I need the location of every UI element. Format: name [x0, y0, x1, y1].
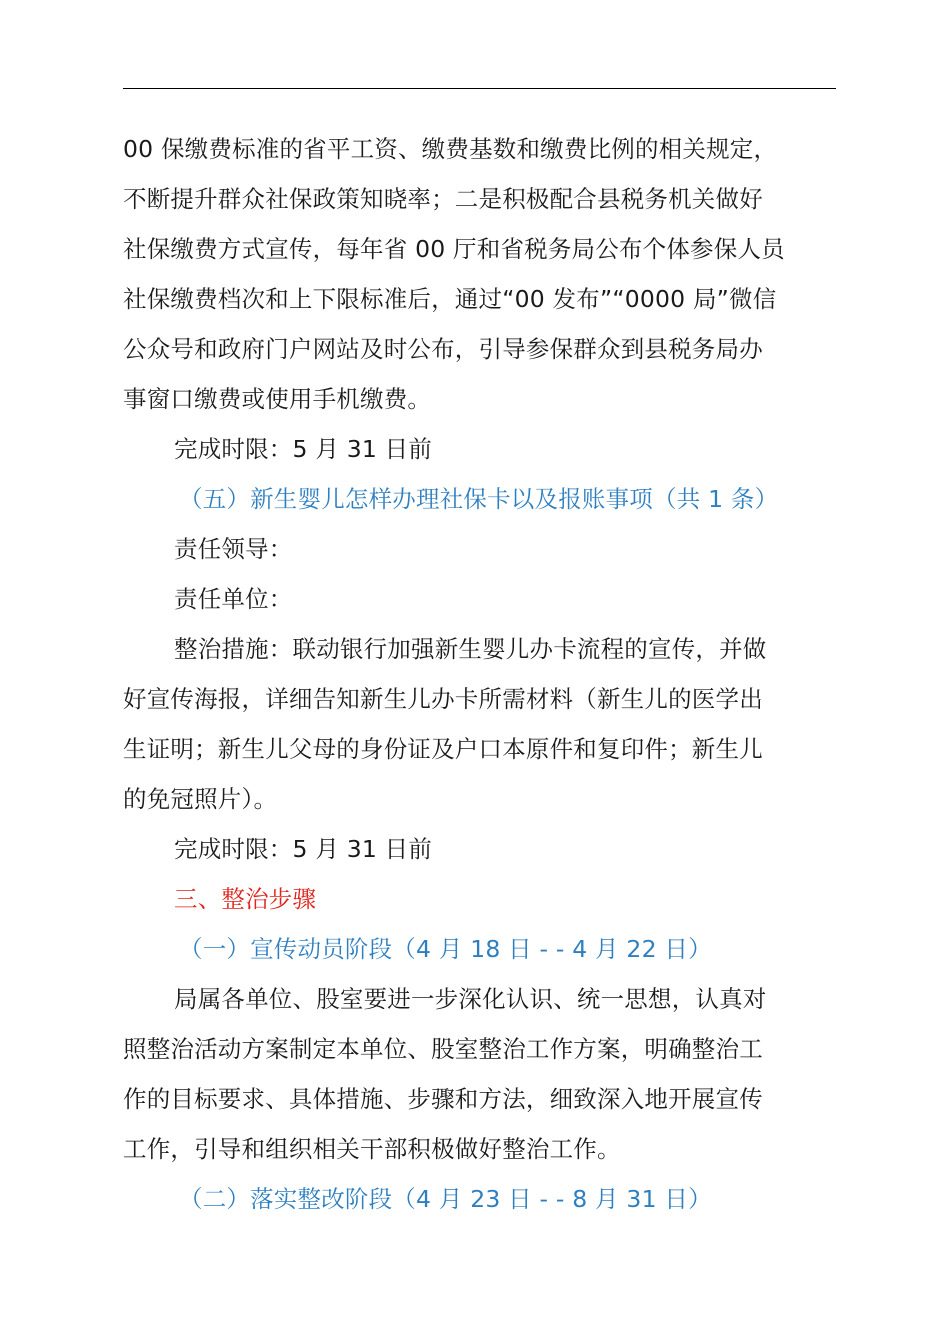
document-body [123, 124, 838, 1224]
subheading-one: （一）宣传动员阶段（4 月 18 日 - - 4 月 22 日） [179, 935, 712, 963]
paragraph-line: 社保缴费方式宣传，每年省 00 厅和省税务局公布个体参保人员 [123, 235, 785, 263]
paragraph-line: 工作，引导和组织相关干部积极做好整治工作。 [123, 1135, 621, 1163]
measures-line: 整治措施：联动银行加强新生婴儿办卡流程的宣传，并做 [174, 635, 767, 663]
paragraph-line: 局属各单位、股室要进一步深化认识、统一思想，认真对 [174, 985, 767, 1013]
subheading-two: （二）落实整改阶段（4 月 23 日 - - 8 月 31 日） [179, 1185, 712, 1213]
paragraph-line: 00 保缴费标准的省平工资、缴费基数和缴费比例的相关规定， [123, 135, 778, 163]
paragraph-line: 公众号和政府门户网站及时公布，引导参保群众到县税务局办 [123, 335, 763, 363]
paragraph-line: 好宣传海报，详细告知新生儿办卡所需材料（新生儿的医学出 [123, 685, 763, 713]
paragraph-line: 作的目标要求、具体措施、步骤和方法，细致深入地开展宣传 [123, 1085, 763, 1113]
responsible-unit: 责任单位： [174, 585, 293, 613]
header-rule [123, 88, 836, 89]
responsible-leader: 责任领导： [174, 535, 293, 563]
paragraph-line: 社保缴费档次和上下限标准后，通过“00 发布”“0000 局”微信 [123, 285, 777, 313]
paragraph-line: 事窗口缴费或使用手机缴费。 [123, 385, 432, 413]
paragraph-line: 的免冠照片）。 [123, 785, 278, 813]
section-heading-steps: 三、整治步骤 [174, 885, 317, 913]
deadline-line: 完成时限：5 月 31 日前 [174, 435, 433, 463]
paragraph-line: 不断提升群众社保政策知晓率；二是积极配合县税务机关做好 [123, 185, 763, 213]
paragraph-line: 生证明；新生儿父母的身份证及户口本原件和复印件；新生儿 [123, 735, 763, 763]
deadline-line: 完成时限：5 月 31 日前 [174, 835, 433, 863]
paragraph-line: 照整治活动方案制定本单位、股室整治工作方案，明确整治工 [123, 1035, 763, 1063]
subheading-five: （五）新生婴儿怎样办理社保卡以及报账事项（共 1 条） [179, 485, 779, 513]
